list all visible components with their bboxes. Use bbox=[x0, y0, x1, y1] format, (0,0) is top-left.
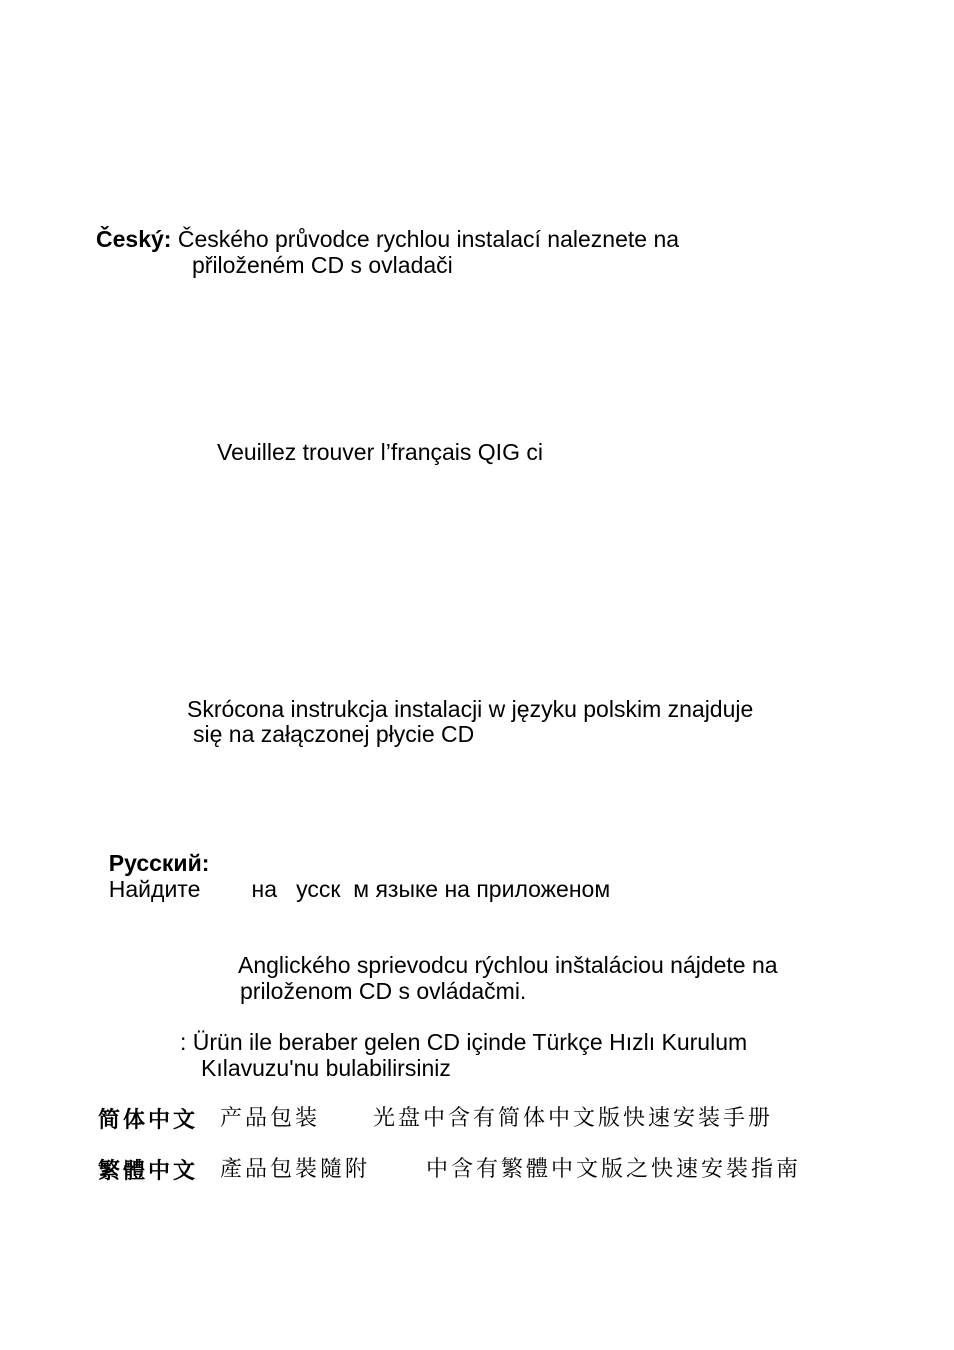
czech-label: Český: bbox=[96, 226, 172, 252]
polish-line-2: się na załączonej płycie CD bbox=[193, 721, 475, 747]
russian-line-1 bbox=[96, 824, 610, 902]
simplified-chinese-label: 简体中文 bbox=[98, 1108, 199, 1133]
simplified-chinese-part-1: 产品包装 bbox=[220, 1106, 321, 1131]
czech-text-1: Českého průvodce rychlou instalací naleznete na bbox=[177, 226, 680, 252]
polish-line-1: Skrócona instrukcja instalacji w języku polskim znajduje bbox=[187, 696, 754, 722]
czech-line-1 bbox=[96, 226, 679, 252]
russian-label: Русский: bbox=[108, 850, 210, 876]
slovak-line-2: priloženom CD s ovládačmi. bbox=[240, 978, 527, 1004]
turkish-line-2: Kılavuzu'nu bulabilirsiniz bbox=[201, 1055, 451, 1081]
traditional-chinese-part-2: 中含有繁體中文版之快速安裝指南 bbox=[426, 1157, 802, 1182]
simplified-chinese-line bbox=[98, 1106, 198, 1134]
traditional-chinese-part-1: 產品包裝隨附 bbox=[220, 1157, 371, 1182]
traditional-chinese-label: 繁體中文 bbox=[98, 1159, 199, 1184]
turkish-line-1: : Ürün ile beraber gelen CD içinde Türkçe Hızlı Kurulum bbox=[180, 1029, 748, 1055]
traditional-chinese-line bbox=[98, 1157, 198, 1185]
czech-line-2: přiloženém CD s ovladači bbox=[192, 252, 453, 278]
russian-text-1: Найдите на усск м языке на приложеном bbox=[108, 876, 611, 902]
simplified-chinese-part-2: 光盘中含有简体中文版快速安装手册 bbox=[373, 1106, 774, 1131]
french-line-1: Veuillez trouver l’français QIG ci bbox=[217, 439, 543, 465]
slovak-line-1: Anglického sprievodcu rýchlou inštaláciou nájdete na bbox=[238, 952, 778, 978]
